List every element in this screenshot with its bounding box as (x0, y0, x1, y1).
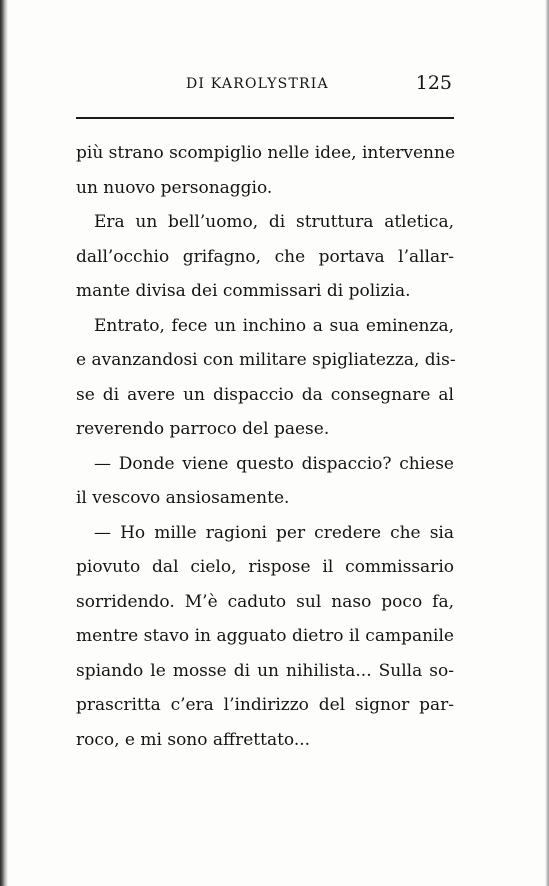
page-edge-shadow-left (0, 0, 8, 886)
page-edge-shadow-right (545, 0, 549, 886)
text-line: — Donde viene questo dispaccio? chiese (94, 453, 454, 474)
text-line: più strano scompiglio nelle idee, intervenne (76, 143, 456, 163)
text-line: se di avere un dispaccio da consegnare al (76, 384, 454, 405)
running-head: DI KAROLYSTRIA (186, 76, 329, 92)
page-header (76, 72, 458, 102)
text-line: Entrato, fece un inchino a sua eminenza, (94, 315, 454, 336)
text-line: e avanzandosi con militare spigliatezza, dis- (76, 350, 456, 370)
text-line: un nuovo personaggio. (76, 177, 273, 198)
page-number: 125 (415, 72, 452, 94)
text-line: sorridendo. M’è caduto sul naso poco fa, (76, 591, 454, 612)
body-text (76, 136, 454, 757)
text-line: spiando le mosse di un nihilista... Sulla so- (76, 660, 454, 681)
text-line: dall’occhio grifagno, che portava l’allar- (76, 246, 454, 267)
text-line: mentre stavo in agguato dietro il campanile (76, 626, 454, 646)
text-line: piovuto dal cielo, rispose il commissario (76, 557, 454, 577)
text-line: — Ho mille ragioni per credere che sia (94, 522, 454, 543)
text-line: mante divisa dei commissari di polizia. (76, 281, 411, 301)
text-line: reverendo parroco del paese. (76, 419, 330, 439)
text-line: il vescovo ansiosamente. (76, 488, 290, 508)
text-line: prascritta c’era l’indirizzo del signor par- (76, 695, 454, 715)
header-rule (76, 117, 454, 119)
text-line: roco, e mi sono affrettato... (76, 729, 311, 750)
text-line: Era un bell’uomo, di struttura atletica, (94, 212, 454, 232)
